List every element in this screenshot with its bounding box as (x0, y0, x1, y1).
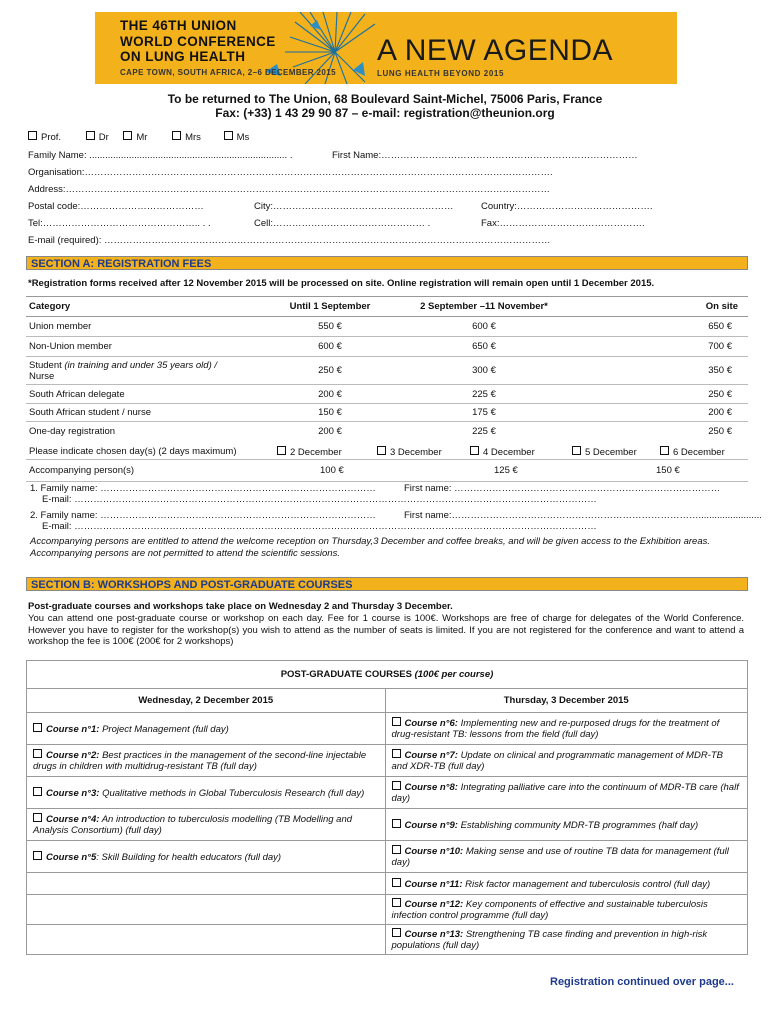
registration-fees-table (26, 296, 748, 441)
checkbox[interactable] (33, 723, 42, 732)
fee-option[interactable]: 550 € (318, 321, 342, 332)
fee-option[interactable]: 100 € (320, 465, 344, 476)
checkbox[interactable] (392, 928, 401, 937)
fee-option[interactable]: 300 € (472, 365, 496, 376)
checkbox[interactable] (33, 749, 42, 758)
acc1-family-name-field[interactable]: 1. Family name: …………………………………………………………………………… (30, 483, 376, 494)
checkbox[interactable] (392, 878, 401, 887)
checkbox[interactable] (224, 131, 233, 140)
cell-field[interactable]: Cell:………………………………………… . (254, 218, 431, 229)
checkbox[interactable] (172, 131, 181, 140)
checkbox[interactable] (660, 446, 669, 455)
checkbox[interactable] (33, 787, 42, 796)
fee-option[interactable]: 250 € (708, 388, 732, 400)
address-field[interactable]: Address:……………………………………………………………………………………………………………………………………… (28, 184, 550, 195)
checkbox[interactable] (86, 131, 95, 140)
acc2-first-name-field[interactable]: First name:……………………………………………………………………........................ (404, 510, 762, 521)
post-graduate-courses-table (26, 660, 748, 955)
acc1-first-name-field[interactable]: First name: ………………………………………………………………………… (404, 483, 721, 494)
course-4[interactable]: Course n°4: An introduction to tuberculosis modelling (TB Modelling and Analysis Consortium) (full day) (27, 809, 386, 841)
fee-option[interactable]: 650 € (708, 321, 732, 332)
organisation-field[interactable]: Organisation:…………………………………………………………………………………………………………………………………. (28, 167, 553, 178)
fee-option[interactable]: 600 € (318, 341, 342, 352)
checkbox[interactable] (392, 749, 401, 758)
table-row: Non-Union member 600 € 650 € 700 € (26, 337, 748, 357)
title-mrs[interactable]: Mrs (172, 132, 201, 143)
first-name-field[interactable]: First Name:……………………………………………………………………… (332, 150, 638, 161)
section-b-heading: SECTION B: WORKSHOPS AND POST-GRADUATE COURSES (26, 577, 748, 591)
title-ms[interactable]: Ms (224, 132, 250, 143)
course-13[interactable]: Course n°13: Strengthening TB case finding and prevention in high-risk populations (full day) (385, 925, 748, 955)
section-b-intro: You can attend one post-graduate course or workshop on each day. Fee for 1 course is 100€. Workshops are free of charge for delegates of the World Conference. However you have to register for the workshop(s) you wish to attend as the number of seats is limited. If you are not registered for the conference and want to attend a workshop the fee is 100€ (200€ for 2 workshops) (28, 613, 744, 647)
fee-option[interactable]: 125 € (494, 465, 518, 476)
accompanying-note: Accompanying persons are entitled to attend the welcome reception on Thursday,3 December and coffee breaks, and will be given access to the Exhibition areas. Accompanying persons are not permitted to attend the scientific sessions. (30, 536, 710, 559)
city-field[interactable]: City:………………………………………………… (254, 201, 454, 212)
fee-option[interactable]: 150 € (318, 407, 342, 418)
banner-conference-title: THE 46TH UNION WORLD CONFERENCE ON LUNG HEALTH (120, 18, 276, 64)
title-mr[interactable]: Mr (123, 132, 147, 143)
course-12[interactable]: Course n°12: Key components of effective and sustainable tuberculosis infection control programme (full day) (385, 895, 748, 925)
day-option-2dec[interactable]: 2 December (277, 446, 342, 458)
postal-code-field[interactable]: Postal code:………………………………… (28, 201, 204, 212)
fee-option[interactable]: 250 € (318, 365, 342, 376)
checkbox[interactable] (392, 898, 401, 907)
empty-cell (27, 925, 386, 955)
checkbox[interactable] (33, 813, 42, 822)
table-row: One-day registration 200 € 225 € 250 € (26, 422, 748, 441)
empty-cell (27, 873, 386, 895)
course-5[interactable]: Course n°5: Skill Building for health educators (full day) (27, 841, 386, 873)
acc2-email-field[interactable]: E-mail: ………………………………………………………………………………………………………………………………………………… (42, 521, 597, 532)
return-address: To be returned to The Union, 68 Boulevard Saint-Michel, 75006 Paris, France (167, 92, 603, 106)
table-row: Student (in training and under 35 years old) / Nurse 250 € 300 € 350 € (26, 357, 748, 385)
checkbox[interactable] (572, 446, 581, 455)
checkbox[interactable] (277, 446, 286, 455)
checkbox[interactable] (377, 446, 386, 455)
course-8[interactable]: Course n°8: Integrating palliative care into the continuum of MDR-TB care (half day) (385, 777, 748, 809)
course-3[interactable]: Course n°3: Qualitative methods in Global Tuberculosis Research (full day) (27, 777, 386, 809)
title-dr[interactable]: Dr (86, 132, 109, 143)
day-option-5dec[interactable]: 5 December (572, 446, 637, 458)
title-prof[interactable]: Prof. (28, 132, 61, 143)
empty-cell (27, 895, 386, 925)
section-a-heading: SECTION A: REGISTRATION FEES (26, 256, 748, 270)
fee-option[interactable]: 225 € (472, 388, 496, 400)
course-11[interactable]: Course n°11: Risk factor management and tuberculosis control (full day) (385, 873, 748, 895)
fee-option[interactable]: 200 € (708, 407, 732, 418)
header-category: Category (29, 301, 71, 312)
day-option-3dec[interactable]: 3 December (377, 446, 442, 458)
course-2[interactable]: Course n°2: Best practices in the management of the second-line injectable drugs in children with multidrug-resistant TB (full day) (27, 745, 386, 777)
email-field[interactable]: E-mail (required): …………………………………………………………………………………………………………………………… (28, 235, 551, 246)
courses-table-title: POST-GRADUATE COURSES (100€ per course) (27, 661, 748, 689)
continued-over-page: Registration continued over page... (550, 976, 734, 988)
course-10[interactable]: Course n°10: Making sense and use of routine TB data for management (full day) (385, 841, 748, 873)
banner-location: CAPE TOWN, SOUTH AFRICA, 2–6 DECEMBER 2015 (120, 68, 336, 77)
fee-option[interactable]: 250 € (708, 425, 732, 437)
course-1[interactable]: Course n°1: Project Management (full day) (27, 713, 386, 745)
table-row: South African student / nurse 150 € 175 € 200 € (26, 404, 748, 422)
table-row: South African delegate 200 € 225 € 250 € (26, 385, 748, 404)
family-name-field[interactable]: Family Name: ........................................................................... . (28, 150, 293, 161)
table-row: Union member 550 € 600 € 650 € (26, 317, 748, 337)
fee-option[interactable]: 700 € (708, 341, 732, 352)
fee-option[interactable]: 600 € (472, 321, 496, 332)
country-field[interactable]: Country:……………………………………. (481, 201, 653, 212)
checkbox[interactable] (470, 446, 479, 455)
course-9[interactable]: Course n°9: Establishing community MDR-TB programmes (half day) (385, 809, 748, 841)
checkbox[interactable] (28, 131, 37, 140)
checkbox[interactable] (392, 819, 401, 828)
course-7[interactable]: Course n°7: Update on clinical and programmatic management of MDR-TB and XDR-TB (full day) (385, 745, 748, 777)
fee-option[interactable]: 175 € (472, 407, 496, 418)
day-option-4dec[interactable]: 4 December (470, 446, 535, 458)
wednesday-header: Wednesday, 2 December 2015 (27, 689, 386, 713)
fax-field[interactable]: Fax:………………………………………. (481, 218, 645, 229)
checkbox[interactable] (33, 851, 42, 860)
acc2-family-name-field[interactable]: 2. Family name: …………………………………………………………………………… (30, 510, 376, 521)
header-until-sept: Until 1 September (289, 301, 371, 312)
checkbox[interactable] (392, 781, 401, 790)
banner-headline: A NEW AGENDA (377, 34, 614, 67)
return-fax-email: Fax: (+33) 1 43 29 90 87 – e-mail: registration@theunion.org (215, 106, 555, 120)
title-options (28, 131, 249, 143)
accompanying-row: Accompanying person(s) 100 € 125 € 150 € (26, 459, 748, 482)
tel-field[interactable]: Tel:………………………………………….. . . (28, 218, 211, 229)
days-label: Please indicate chosen day(s) (2 days maximum) (29, 446, 237, 457)
section-b-intro-bold: Post-graduate courses and workshops take place on Wednesday 2 and Thursday 3 December. (28, 601, 453, 612)
acc1-email-field[interactable]: E-mail: ………………………………………………………………………………………………………………………………………………… (42, 494, 597, 505)
checkbox[interactable] (392, 845, 401, 854)
checkbox[interactable] (392, 717, 401, 726)
thursday-header: Thursday, 3 December 2015 (385, 689, 748, 713)
fee-option[interactable]: 200 € (318, 425, 342, 437)
fee-option[interactable]: 650 € (472, 341, 496, 352)
course-6[interactable]: Course n°6: Implementing new and re-purposed drugs for the treatment of drug-resistant TB: lessons from the field (full day) (385, 713, 748, 745)
banner-tagline: LUNG HEALTH BEYOND 2015 (377, 69, 505, 78)
header-on-site: On site (705, 301, 738, 312)
fee-option[interactable]: 350 € (708, 365, 732, 376)
fees-header-row (26, 297, 748, 317)
fee-option[interactable]: 200 € (318, 388, 342, 400)
fee-option[interactable]: 150 € (656, 465, 680, 476)
conference-banner (95, 12, 677, 84)
registration-notice: *Registration forms received after 12 November 2015 will be processed on site. Online registration will remain open until 1 December 2015. (28, 278, 655, 289)
header-sept-nov: 2 September –11 November* (420, 301, 548, 312)
checkbox[interactable] (123, 131, 132, 140)
fee-option[interactable]: 225 € (472, 425, 496, 437)
day-option-6dec[interactable]: 6 December (660, 446, 725, 458)
